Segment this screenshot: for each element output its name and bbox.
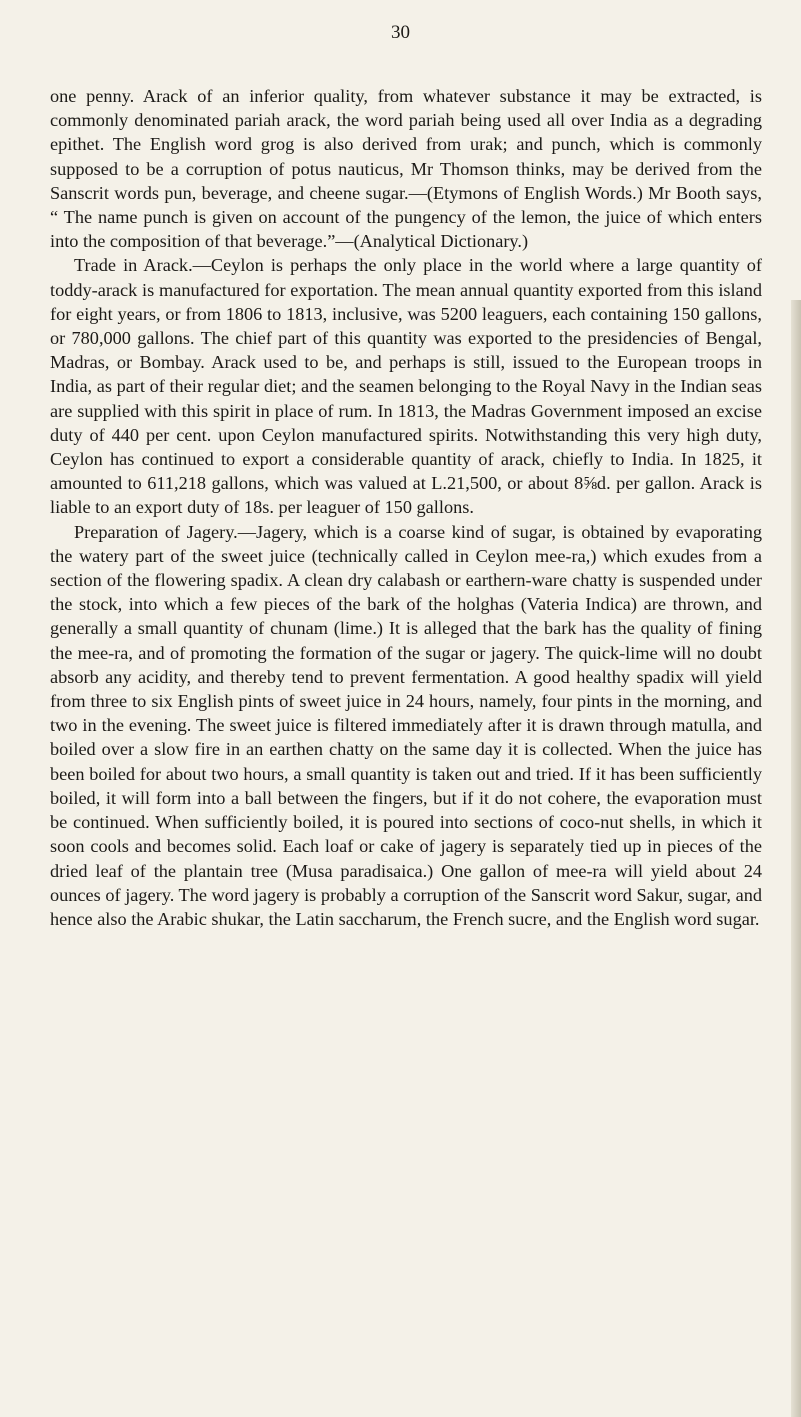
page-edge-shadow	[791, 300, 801, 1417]
body-text	[50, 84, 762, 931]
paragraph-arack-names: one penny. Arack of an inferior quality, from whatever substance it may be extracted, is commonly denominated pariah arack, the word pariah being used all over India as a degrading epithet. The English word grog is also derived from urak; and punch, which is commonly supposed to be a corruption of potus nauticus, Mr Thomson thinks, may be derived from the Sanscrit words pun, beverage, and cheene sugar.—(Etymons of English Words.) Mr Booth says, “ The name punch is given on account of the pungency of the lemon, the juice of which enters into the composition of that beverage.”—(Analytical Dictionary.)	[50, 86, 762, 252]
paragraph-trade-in-arack: Trade in Arack.—Ceylon is perhaps the only place in the world where a large quantity of toddy-arack is manufactured for exportation. The mean annual quantity exported from this island for eight years, or from 1806 to 1813, inclusive, was 5200 leaguers, each containing 150 gallons, or 780,000 gallons. The chief part of this quantity was exported to the presidencies of Bengal, Madras, or Bombay. Arack used to be, and perhaps is still, issued to the European troops in India, as part of their regular diet; and the seamen belonging to the Royal Navy in the Indian seas are supplied with this spirit in place of rum. In 1813, the Madras Government imposed an excise duty of 440 per cent. upon Ceylon manufactured spirits. Notwithstanding this very high duty, Ceylon has continued to export a considerable quantity of arack, chiefly to India. In 1825, it amounted to 611,218 gallons, which was valued at L.21,500, or about 8⅝d. per gallon. Arack is liable to an export duty of 18s. per leaguer of 150 gallons.	[50, 255, 762, 518]
paragraph-preparation-of-jagery: Preparation of Jagery.—Jagery, which is a coarse kind of sugar, is obtained by evaporating the watery part of the sweet juice (technically called in Ceylon mee-ra,) which exudes from a section of the flowering spadix. A clean dry calabash or earthern-ware chatty is suspended under the stock, into which a few pieces of the bark of the holghas (Vateria Indica) are thrown, and generally a small quantity of chunam (lime.) It is alleged that the bark has the quality of fining the mee-ra, and of promoting the formation of the sugar or jagery. The quick-lime will no doubt absorb any acidity, and thereby tend to prevent fermentation. A good healthy spadix will yield from three to six English pints of sweet juice in 24 hours, namely, four pints in the morning, and two in the evening. The sweet juice is filtered immediately after it is drawn through matulla, and boiled over a slow fire in an earthen chatty on the same day it is collected. When the juice has been boiled for about two hours, a small quantity is taken out and tried. If it has been sufficiently boiled, it will form into a ball between the fingers, but if it do not cohere, the evaporation must be continued. When sufficiently boiled, it is poured into sections of coco-nut shells, in which it soon cools and becomes solid. Each loaf or cake of jagery is separately tied up in pieces of the dried leaf of the plantain tree (Musa paradisaica.) One gallon of mee-ra will yield about 24 ounces of jagery. The word jagery is probably a corruption of the Sanscrit word Sakur, sugar, and hence also the Arabic shukar, the Latin saccharum, the French sucre, and the English word sugar.	[50, 521, 762, 929]
page-number: 30	[391, 22, 410, 43]
